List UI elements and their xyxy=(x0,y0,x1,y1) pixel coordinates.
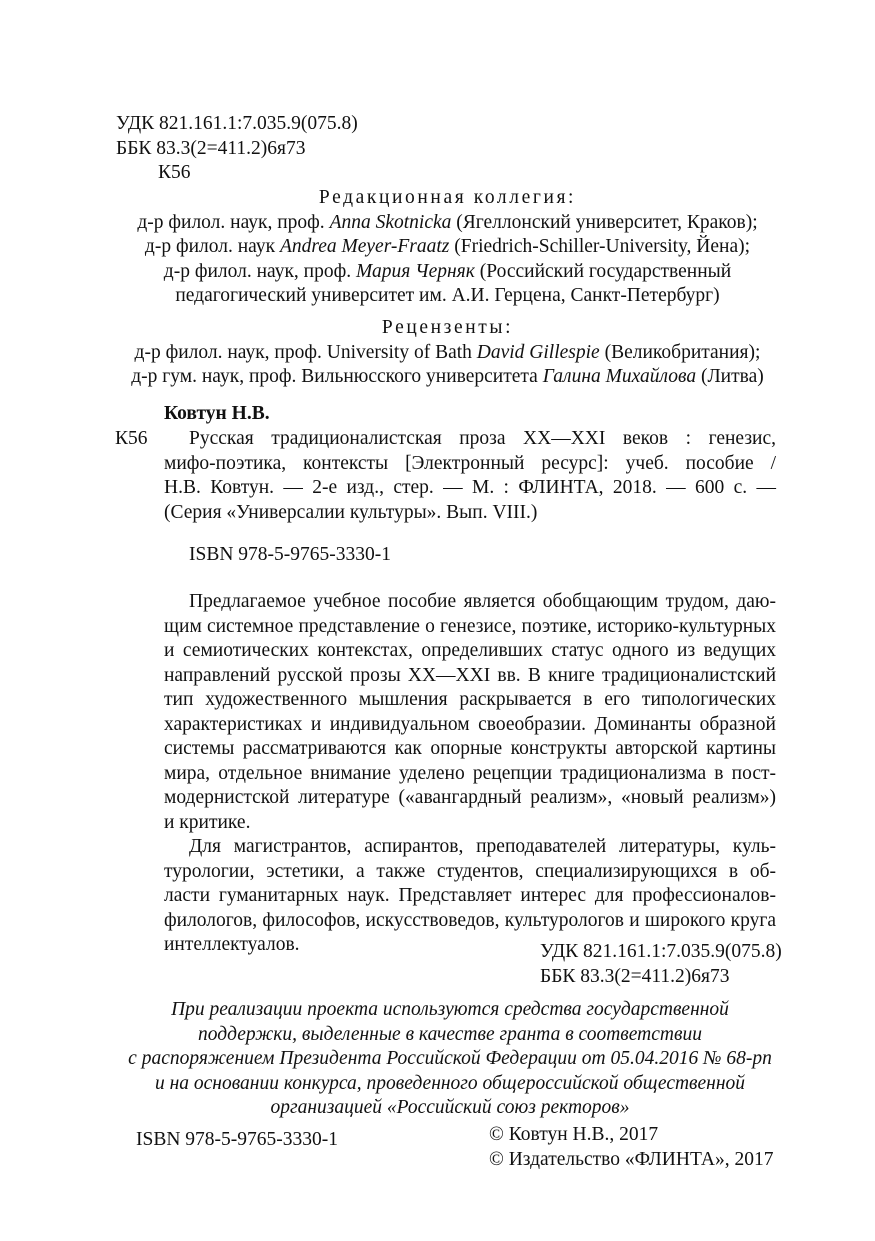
abstract xyxy=(164,590,776,958)
bbk-code: ББК 83.3(2=411.2)6я73 xyxy=(116,137,306,159)
copyright-author: © Ковтун Н.В., 2017 xyxy=(489,1124,659,1145)
abstract-line: Для магистрантов, аспирантов, преподавателей литературы, куль- xyxy=(189,836,776,857)
classification-codes xyxy=(116,112,358,186)
copyrights xyxy=(489,1123,773,1172)
funding-line: При реализации проекта используются средства государственной xyxy=(171,999,729,1020)
funding-line: с распоряжением Президента Российской Федерации от 05.04.2016 № 68-рп xyxy=(128,1048,772,1069)
classification-codes-bottom xyxy=(540,940,782,989)
funding-line: поддержки, выделенные в качестве гранта в соответствии xyxy=(198,1023,702,1045)
abstract-line: филологов, философов, искусствоведов, культурологов и широкого круга xyxy=(164,909,776,931)
bbk-code: ББК 83.3(2=411.2)6я73 xyxy=(540,965,730,987)
record-line: Русская традиционалистская проза XX—XXI веков : генезис, xyxy=(189,428,776,449)
abstract-line: направлений русской прозы XX—XXI вв. В книге традиционалистский xyxy=(164,664,776,686)
bibliographic-record xyxy=(164,427,776,525)
reviewers xyxy=(95,316,800,390)
abstract-line: мира, отдельное внимание уделено рецепции традиционализма в пост- xyxy=(164,762,776,784)
reviewer: д-р филол. наук, проф. University of Bath David Gillespie (Великобритания); xyxy=(134,341,761,363)
record-author: Ковтун Н.В. xyxy=(164,403,270,424)
record-mark: К56 xyxy=(115,428,148,449)
record-line: мифо-поэтика, контексты [Электронный ресурс]: учеб. пособие / xyxy=(164,452,776,474)
funding-line: организацией «Российский союз ректоров» xyxy=(270,1097,630,1118)
isbn: ISBN 978-5-9765-3330-1 xyxy=(189,544,392,565)
abstract-line: и критике. xyxy=(164,811,251,833)
funding-line: и на основании конкурса, проведенного общероссийской общественной xyxy=(154,1072,746,1094)
abstract-line: системы рассматриваются как опорные конструкты авторской картины xyxy=(164,738,776,759)
copyright-publisher: © Издательство «ФЛИНТА», 2017 xyxy=(489,1148,774,1170)
board-member: д-р филол. наук, проф. Anna Skotnicka (Ягеллонский университет, Краков); xyxy=(137,211,758,233)
board-member: педагогический университет им. А.И. Герцена, Санкт-Петербург) xyxy=(175,285,720,306)
abstract-line: интеллектуалов. xyxy=(164,934,300,955)
reviewer: д-р гум. наук, проф. Вильнюсского университета Галина Михайлова (Литва) xyxy=(131,366,764,387)
editorial-board xyxy=(95,186,800,309)
udk-code: УДК 821.161.1:7.035.9(075.8) xyxy=(540,941,782,962)
abstract-line: турологии, эстетики, а также студентов, специализирующихся в об- xyxy=(164,860,776,882)
editorial-board-heading: Редакционная коллегия: xyxy=(318,187,577,208)
abstract-line: модернистской литературе («авангардный реализм», «новый реализм») xyxy=(164,787,776,808)
board-member: д-р филол. наук Andrea Meyer-Fraatz (Friedrich-Schiller-University, Йена); xyxy=(144,236,751,257)
funding-note xyxy=(100,998,800,1121)
reviewers-heading: Рецензенты: xyxy=(381,317,514,338)
board-member: д-р филол. наук, проф. Мария Черняк (Российский государственный xyxy=(163,260,732,282)
record-line: (Серия «Универсалии культуры». Вып. VIII.) xyxy=(164,501,538,523)
udk-code: УДК 821.161.1:7.035.9(075.8) xyxy=(116,113,358,134)
author-mark: К56 xyxy=(158,162,191,183)
abstract-line: Предлагаемое учебное пособие является обобщающим трудом, даю- xyxy=(189,591,776,612)
abstract-line: и семиотических контекстах, определивших статус одного из ведущих xyxy=(164,640,776,661)
abstract-line: тип художественного мышления раскрывается в его типологических xyxy=(164,689,776,710)
abstract-line: ласти гуманитарных наук. Представляет интерес для профессионалов- xyxy=(164,885,776,906)
abstract-line: щим системное представление о генезисе, поэтике, историко-культурных xyxy=(164,615,776,637)
record-line: Н.В. Ковтун. — 2-е изд., стер. — М. : ФЛИНТА, 2018. — 600 с. — xyxy=(164,477,776,498)
isbn-footer: ISBN 978-5-9765-3330-1 xyxy=(136,1129,339,1150)
abstract-line: характеристиках и индивидуальном своеобразии. Доминанты образной xyxy=(164,713,776,735)
